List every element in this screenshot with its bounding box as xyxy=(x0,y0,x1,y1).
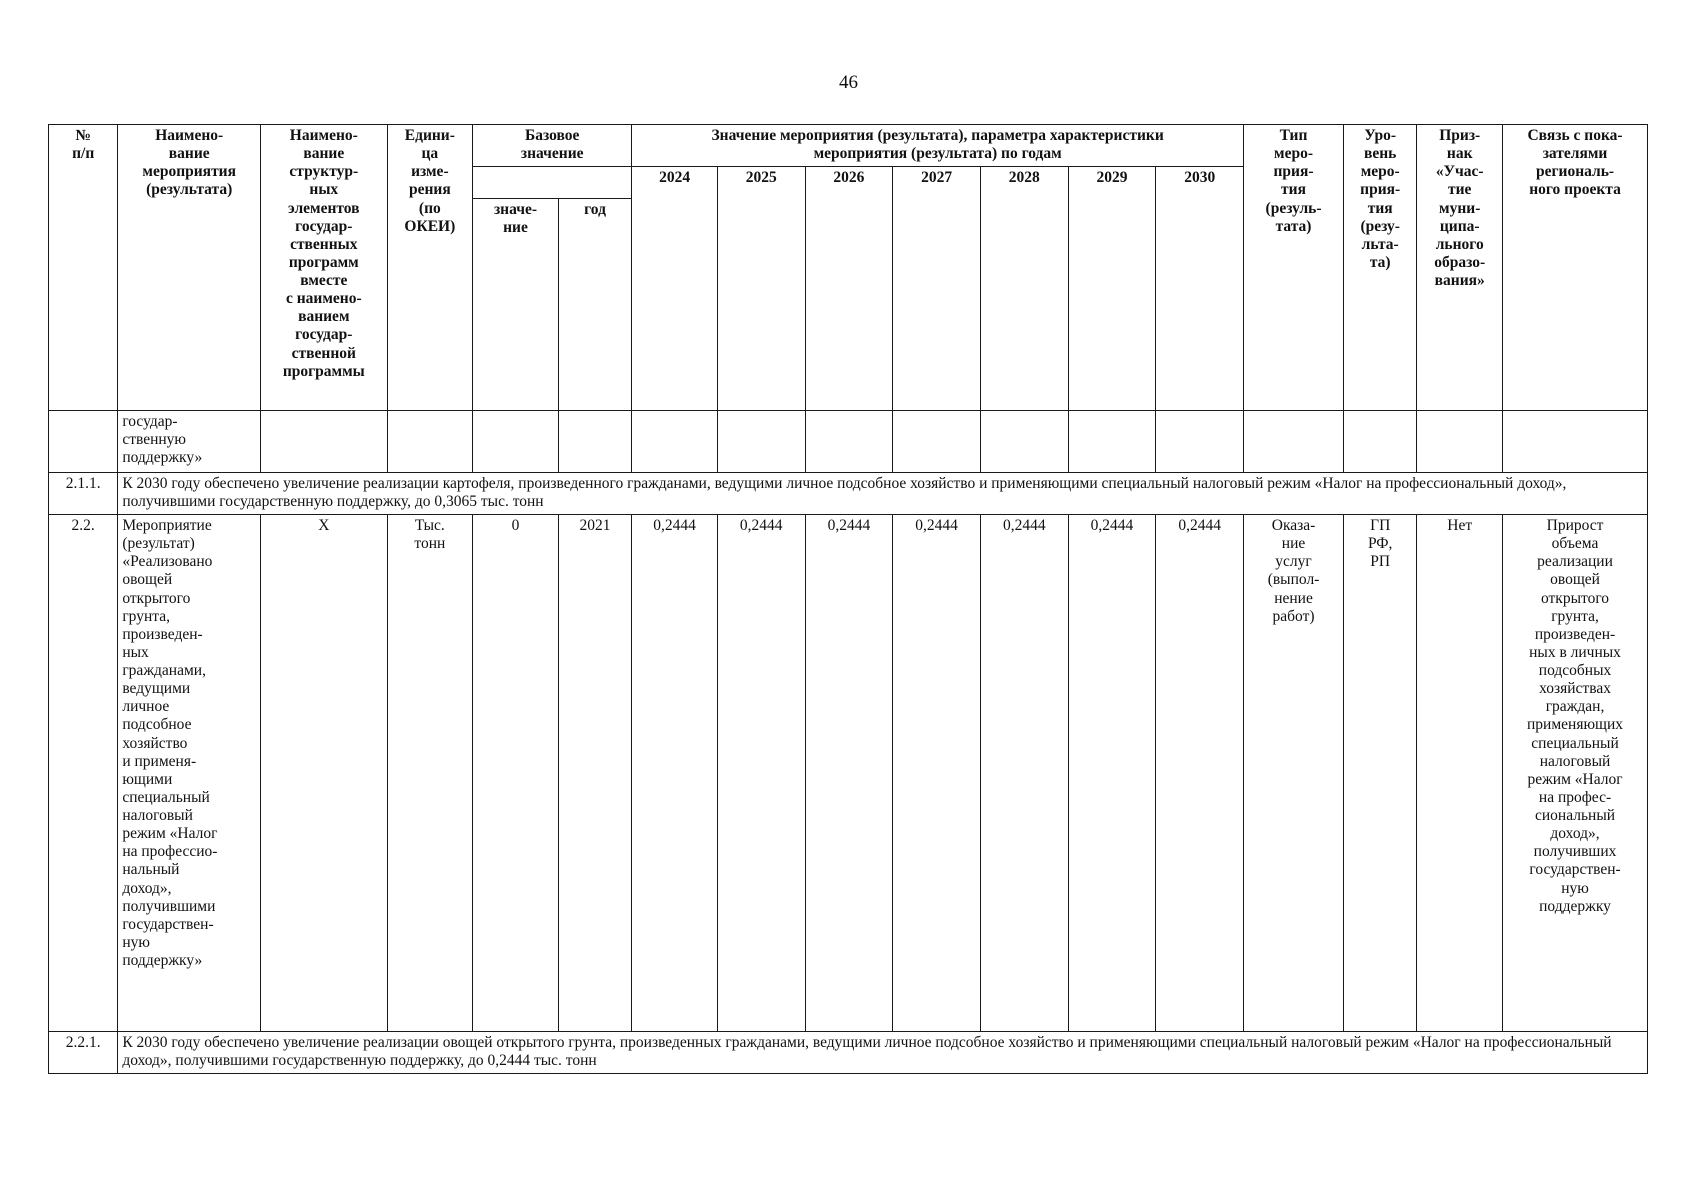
cell-value-2027: 0,2444 xyxy=(893,515,981,1032)
header-name: Наимено- вание мероприятия (результата) xyxy=(118,125,261,411)
cell-base-year: 2021 xyxy=(558,515,631,1032)
table-row-2-2-1 xyxy=(49,1032,1648,1074)
page-number: 46 xyxy=(839,72,858,93)
cell-name: Мероприятие (результат) «Реализовано овощей открытого грунта, произведен- ных гражданами, ведущими личное подсобное хозяйство и применя- ющими специальный налоговый режим «Налог на профессио- нальный доход», получившими государствен- ную поддержку» xyxy=(118,515,261,1032)
header-year-2030: 2030 xyxy=(1156,167,1244,411)
cell-value-2029: 0,2444 xyxy=(1068,515,1156,1032)
header-year-2025: 2025 xyxy=(717,167,805,411)
cell-type: Оказа- ние услуг (выпол- нение работ) xyxy=(1244,515,1344,1032)
cell-empty xyxy=(717,411,805,473)
table-row-continuation xyxy=(49,411,1648,473)
cell-unit: Тыс. тонн xyxy=(387,515,473,1032)
cell-empty xyxy=(980,411,1068,473)
cell-empty xyxy=(1156,411,1244,473)
header-year-2028: 2028 xyxy=(980,167,1068,411)
cell-empty xyxy=(1343,411,1416,473)
cell-empty xyxy=(632,411,718,473)
header-type: Тип меро- прия- тия (резуль- тата) xyxy=(1244,125,1344,411)
cell-num: 2.2.1. xyxy=(49,1032,118,1074)
header-year-2029: 2029 xyxy=(1068,167,1156,411)
cell-structural-elements: X xyxy=(261,515,387,1032)
table-body xyxy=(49,411,1648,1074)
cell-num: 2.2. xyxy=(49,515,118,1032)
cell-empty xyxy=(1417,411,1503,473)
cell-num: 2.1.1. xyxy=(49,473,118,515)
table-row-2-2 xyxy=(49,515,1648,1032)
cell-value-2030: 0,2444 xyxy=(1156,515,1244,1032)
cell-result-description: К 2030 году обеспечено увеличение реализации картофеля, произведенного гражданами, ведущими личное подсобное хозяйство и применяющими специальный налоговый режим «Налог на профессиональный доход», получившими государственную поддержку, до 0,3065 тыс. тонн xyxy=(118,473,1648,515)
cell-empty xyxy=(1244,411,1344,473)
header-year-2024: 2024 xyxy=(632,167,718,411)
table-header xyxy=(49,125,1648,411)
cell-empty xyxy=(558,411,631,473)
header-year-2026: 2026 xyxy=(805,167,893,411)
cell-value-2025: 0,2444 xyxy=(717,515,805,1032)
header-base-spacer xyxy=(473,167,632,199)
header-num: № п/п xyxy=(49,125,118,411)
header-structural-elements: Наимено- вание структур- ных элементов государ- ственных программ вместе с наимено- ванием государ- ственной программы xyxy=(261,125,387,411)
cell-empty xyxy=(261,411,387,473)
header-municipal: Приз- нак «Учас- тие муни- ципа- льного образо- вания» xyxy=(1417,125,1503,411)
cell-link: Прирост объема реализации овощей открытого грунта, произведен- ных в личных подсобных хозяйствах граждан, применяющих специальный налоговый режим «Налог на профес- сиональный доход», получивших государствен- ную поддержку xyxy=(1503,515,1648,1032)
cell-empty xyxy=(473,411,559,473)
header-year-2027: 2027 xyxy=(893,167,981,411)
cell-empty xyxy=(805,411,893,473)
header-link: Связь с пока- зателями региональ- ного проекта xyxy=(1503,125,1648,411)
cell-result-description: К 2030 году обеспечено увеличение реализации овощей открытого грунта, произведенных гражданами, ведущими личное подсобное хозяйство и применяющими специальный налоговый режим «Налог на профессиональный доход», получившими государственную поддержку, до 0,2444 тыс. тонн xyxy=(118,1032,1648,1074)
cell-value-2028: 0,2444 xyxy=(980,515,1068,1032)
cell-empty xyxy=(387,411,473,473)
cell-value-2026: 0,2444 xyxy=(805,515,893,1032)
header-base-value-year: год xyxy=(558,199,631,411)
table-row-2-1-1 xyxy=(49,473,1648,515)
cell-municipal: Нет xyxy=(1417,515,1503,1032)
cell-value-2024: 0,2444 xyxy=(632,515,718,1032)
cell-empty xyxy=(1068,411,1156,473)
cell-level: ГП РФ, РП xyxy=(1343,515,1416,1032)
cell-name: государ- ственную поддержку» xyxy=(118,411,261,473)
header-level: Уро- вень меро- прия- тия (резу- льта- та) xyxy=(1343,125,1416,411)
measures-table xyxy=(48,124,1648,1074)
header-values-by-year: Значение мероприятия (результата), параметра характеристики мероприятия (результата) по годам xyxy=(632,125,1244,167)
header-base-value: Базовое значение xyxy=(473,125,632,167)
header-unit: Едини- ца изме- рения (по ОКЕИ) xyxy=(387,125,473,411)
cell-base-value: 0 xyxy=(473,515,559,1032)
header-base-value-value: значе- ние xyxy=(473,199,559,411)
cell-empty xyxy=(1503,411,1648,473)
cell-empty xyxy=(893,411,981,473)
cell-num xyxy=(49,411,118,473)
